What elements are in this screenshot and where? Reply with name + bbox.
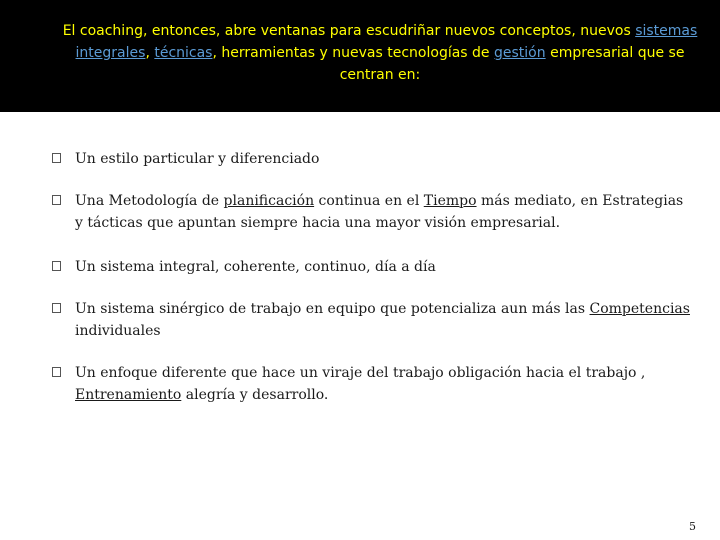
bullet-item-enfoque [52,362,692,406]
bullet-item-metodologia [52,190,692,234]
bullet-text-segment: Un enfoque diferente que hace un viraje del trabajo obligación hacia el trabajo , [75,365,646,381]
bullet-text [75,148,692,170]
bullet-marker-icon [52,153,61,163]
link-integrales[interactable]: integrales [75,45,146,61]
bullet-item-sistema-integral [52,256,692,278]
bullet-text [75,362,692,406]
title-text-part2: , herramientas y nuevas tecnologías de [212,45,494,61]
bullet-text-segment: Un sistema sinérgico de trabajo en equipo que potencializa aun más las [75,301,590,317]
title-banner [0,0,720,112]
bullet-marker-icon [52,367,61,377]
link-sistemas[interactable]: sistemas [635,23,698,39]
bullet-item-estilo [52,148,692,170]
bullet-item-sistema-sinergico [52,298,692,342]
bullet-text-segment: individuales [75,323,161,339]
underlined-term-planificacion: planificación [223,193,315,209]
underlined-term-tiempo: Tiempo [423,193,477,209]
bullet-text-segment: Un estilo particular y diferenciado [75,151,320,167]
bullet-text [75,256,692,278]
underlined-term-competencias: Competencias [589,301,690,317]
bullet-text-segment: continua en el [314,193,424,209]
underlined-term-entrenamiento: Entrenamiento [75,387,182,403]
title-text-part3: empresarial que se centran en: [339,45,685,83]
bullet-text [75,190,692,234]
bullet-text [75,298,692,342]
bullet-marker-icon [52,195,61,205]
slide-title [60,20,700,86]
link-gestion[interactable]: gestión [494,45,546,61]
bullet-text-segment: Una Metodología de [75,193,224,209]
bullet-text-segment: Un sistema integral, coherente, continuo, día a día [75,259,436,275]
bullet-marker-icon [52,261,61,271]
title-separator: , [145,45,155,61]
bullet-text-segment: más mediato, en Estrategias y tácticas que apuntan siempre hacia una mayor visión empresarial. [75,193,684,231]
title-text-part1: El coaching, entonces, abre ventanas para escudriñar nuevos conceptos, nuevos [62,23,636,39]
link-tecnicas[interactable]: técnicas [154,45,213,61]
bullet-marker-icon [52,303,61,313]
bullet-text-segment: alegría y desarrollo. [181,387,329,403]
page-number: 5 [689,520,696,533]
